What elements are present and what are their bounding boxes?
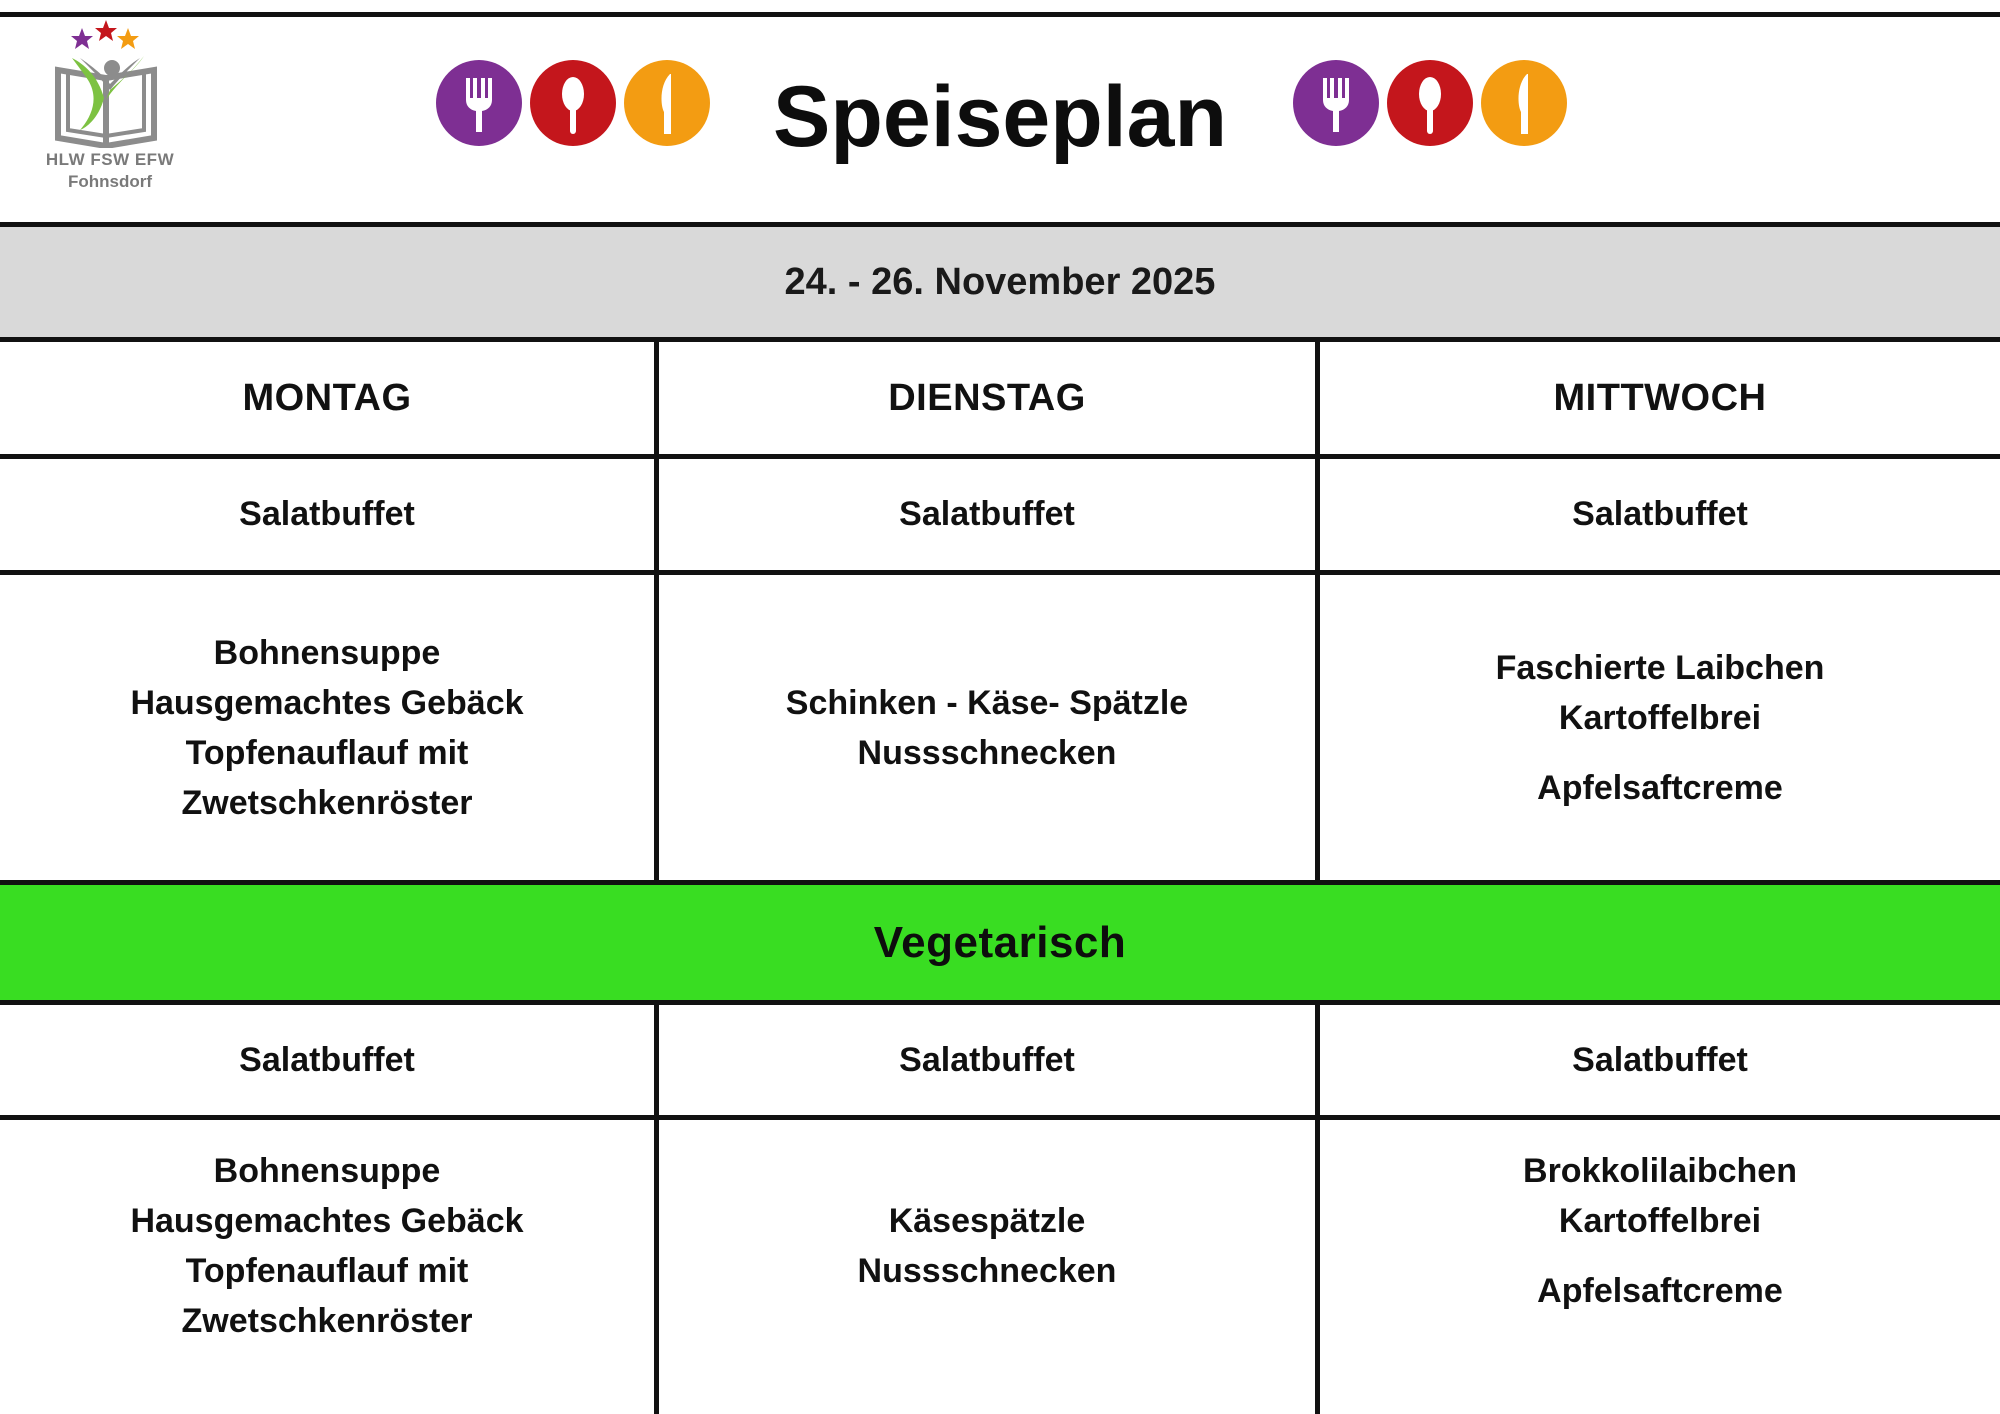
- menu-item: Zwetschkenröster: [181, 783, 473, 822]
- menu-monday: [0, 575, 654, 880]
- vegetarian-banner: Vegetarisch: [0, 885, 2000, 1000]
- date-range-banner: 24. - 26. November 2025: [0, 227, 2000, 337]
- menu-wednesday: [1320, 575, 2000, 880]
- top-border: [0, 12, 2000, 17]
- fork-icon: [1293, 60, 1379, 146]
- spoon-icon: [1387, 60, 1473, 146]
- day-header-monday: MONTAG: [242, 376, 412, 419]
- knife-icon: [1481, 60, 1567, 146]
- salad-wednesday: Salatbuffet: [1572, 495, 1748, 533]
- book-logo-icon: [40, 18, 180, 148]
- salad-tuesday: Salatbuffet: [899, 495, 1075, 533]
- school-logo: [40, 18, 180, 198]
- menu-item: Kartoffelbrei: [1558, 698, 1762, 737]
- cutlery-icons-right: [1293, 60, 1567, 146]
- salad-monday: Salatbuffet: [239, 495, 415, 533]
- menu-item: Nussschnecken: [857, 1252, 1117, 1290]
- menu-item: Hausgemachtes Gebäck: [130, 1202, 524, 1240]
- menu-tuesday: [659, 575, 1315, 880]
- fork-icon: [436, 60, 522, 146]
- day-header-tuesday: DIENSTAG: [888, 376, 1086, 419]
- page-title: Speiseplan: [772, 69, 1228, 165]
- menu-item: Bohnensuppe: [213, 1152, 441, 1190]
- menu-item: Faschierte Laibchen: [1495, 648, 1825, 687]
- menu-item: Käsespätzle: [888, 1202, 1086, 1240]
- header: [0, 18, 2000, 223]
- veg-salad-wednesday: Salatbuffet: [1572, 1040, 1748, 1079]
- spoon-icon: [530, 60, 616, 146]
- logo-text-town: Fohnsdorf: [67, 172, 153, 191]
- veg-salad-monday: Salatbuffet: [239, 1040, 415, 1079]
- menu-item: Topfenauflauf mit: [185, 733, 469, 772]
- knife-icon: [624, 60, 710, 146]
- veg-menu-tuesday: [659, 1120, 1315, 1414]
- menu-item: Hausgemachtes Gebäck: [130, 683, 524, 722]
- veg-salad-tuesday: Salatbuffet: [899, 1040, 1075, 1079]
- column-divider: [1315, 342, 1320, 880]
- column-divider: [654, 1005, 659, 1414]
- veg-menu-wednesday: [1320, 1120, 2000, 1414]
- menu-item: Apfelsaftcreme: [1537, 1272, 1783, 1310]
- menu-item: Schinken - Käse- Spätzle: [785, 683, 1189, 722]
- day-header-wednesday: MITTWOCH: [1553, 376, 1767, 419]
- logo-text-school: HLW FSW EFW: [45, 150, 175, 169]
- veg-menu-monday: [0, 1120, 654, 1414]
- column-divider: [654, 342, 659, 880]
- menu-item: Bohnensuppe: [213, 633, 441, 672]
- column-divider: [1315, 1005, 1320, 1414]
- menu-item: Kartoffelbrei: [1558, 1202, 1762, 1240]
- menu-item: Brokkolilaibchen: [1523, 1152, 1797, 1190]
- menu-item: Topfenauflauf mit: [185, 1252, 469, 1290]
- cutlery-icons-left: [436, 60, 710, 146]
- menu-item: Apfelsaftcreme: [1537, 768, 1783, 807]
- menu-item: Zwetschkenröster: [181, 1302, 473, 1340]
- menu-item: Nussschnecken: [857, 733, 1117, 772]
